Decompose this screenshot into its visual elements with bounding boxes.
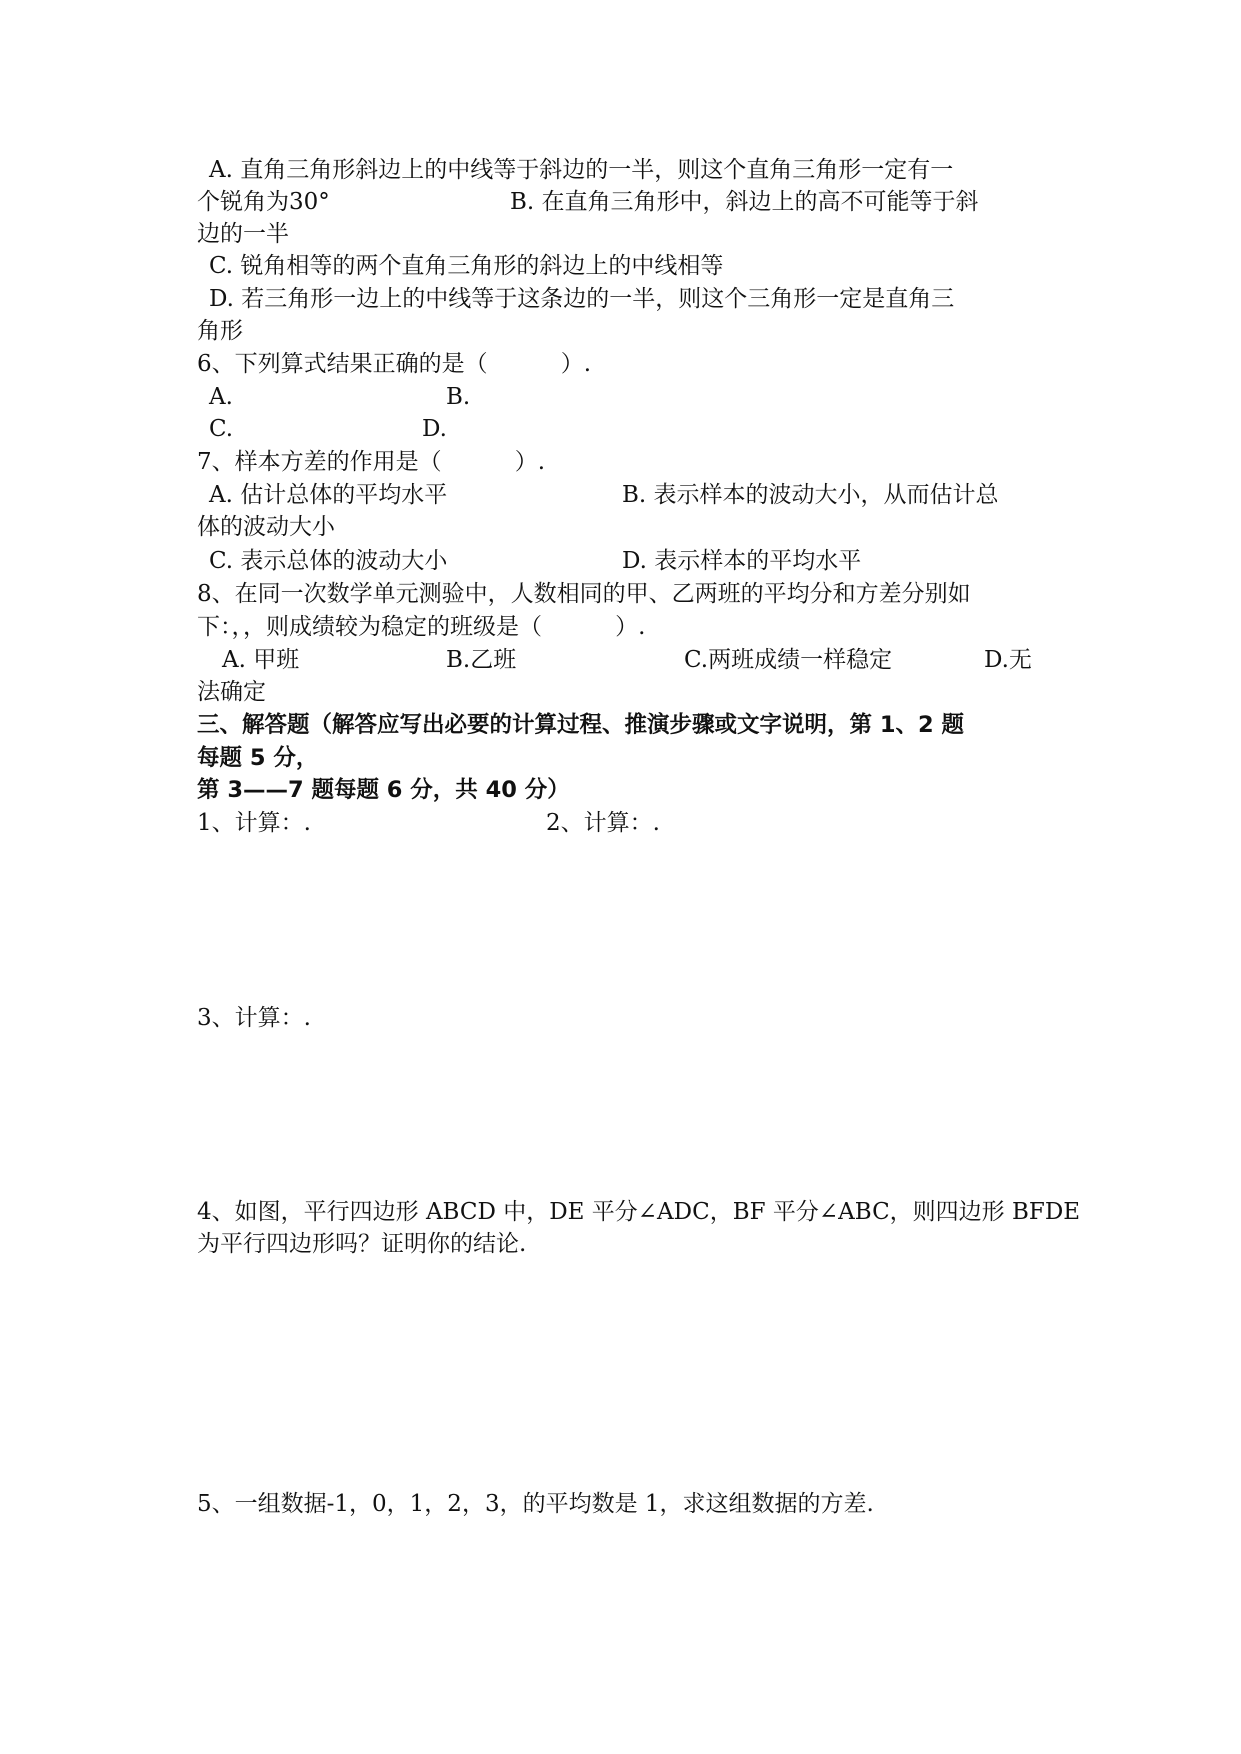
- problem-2: 2、计算：.: [546, 810, 660, 836]
- problem-5: 5、一组数据-1，0，1，2，3，的平均数是 1，求这组数据的方差.: [197, 1491, 874, 1517]
- problem-1: 1、计算：.: [197, 810, 311, 836]
- q8-option-d-line1: D.无: [984, 647, 1032, 673]
- section-heading-line3: 第 3——7 题每题 6 分，共 40 分）: [197, 777, 570, 803]
- q8-stem-line2: 下：，，则成绩较为稳定的班级是（ ）.: [197, 614, 646, 640]
- q6-option-d: D.: [422, 416, 447, 442]
- q8-stem-line1: 8、在同一次数学单元测验中，人数相同的甲、乙两班的平均分和方差分别如: [197, 581, 971, 607]
- q5-option-b-line1: B. 在直角三角形中，斜边上的高不可能等于斜: [510, 189, 979, 215]
- q6-option-c: C.: [209, 416, 234, 442]
- q7-option-c: C. 表示总体的波动大小: [209, 548, 448, 574]
- q5-option-c: C. 锐角相等的两个直角三角形的斜边上的中线相等: [209, 253, 724, 279]
- q7-option-d: D. 表示样本的平均水平: [622, 548, 862, 574]
- problem-3: 3、计算：.: [197, 1005, 311, 1031]
- q6-option-b: B.: [446, 384, 471, 410]
- q8-option-a: A. 甲班: [222, 647, 300, 673]
- section-heading-line1: 三、解答题（解答应写出必要的计算过程、推演步骤或文字说明，第 1、2 题: [197, 712, 964, 738]
- q5-option-a-line1: A. 直角三角形斜边上的中线等于斜边的一半，则这个直角三角形一定有一: [209, 157, 954, 183]
- problem-4-line1: 4、如图，平行四边形 ABCD 中，DE 平分∠ADC，BF 平分∠ABC，则四边形 BFDE: [197, 1199, 1081, 1225]
- problem-4-line2: 为平行四边形吗？证明你的结论.: [197, 1231, 527, 1257]
- section-heading-line2: 每题 5 分，: [197, 745, 319, 771]
- q5-option-a-line2: 个锐角为30°: [197, 189, 330, 215]
- q5-option-d-line1: D. 若三角形一边上的中线等于这条边的一半，则这个三角形一定是直角三: [209, 286, 955, 312]
- q6-stem: 6、下列算式结果正确的是（ ）.: [197, 351, 592, 377]
- q7-stem: 7、样本方差的作用是（ ）.: [197, 449, 546, 475]
- q7-option-b-line1: B. 表示样本的波动大小，从而估计总: [622, 482, 999, 508]
- q8-option-c: C.两班成绩一样稳定: [684, 647, 893, 673]
- q5-option-d-line2: 角形: [197, 318, 243, 344]
- q5-option-b-line2: 边的一半: [197, 221, 289, 247]
- q7-option-b-line2: 体的波动大小: [197, 514, 335, 540]
- q8-option-b: B.乙班: [446, 647, 517, 673]
- q7-option-a: A. 估计总体的平均水平: [209, 482, 448, 508]
- q8-option-d-line2: 法确定: [197, 679, 266, 705]
- q6-option-a: A.: [209, 384, 233, 410]
